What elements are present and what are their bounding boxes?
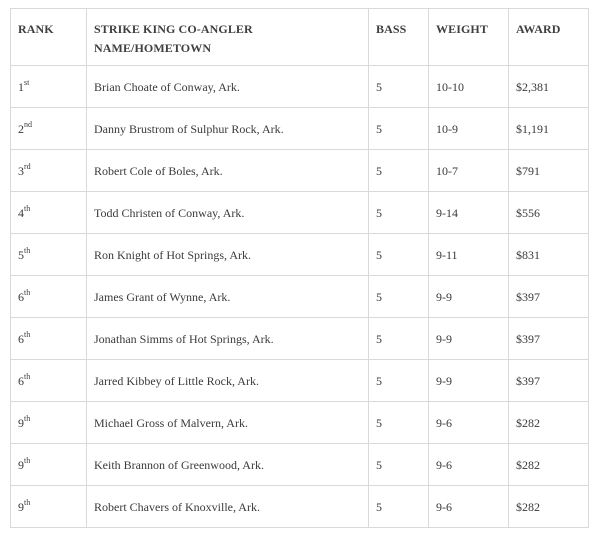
rank-cell: 5th xyxy=(11,234,87,276)
name-cell: Brian Choate of Conway, Ark. xyxy=(87,66,369,108)
weight-cell: 9-6 xyxy=(429,402,509,444)
bass-cell: 5 xyxy=(369,444,429,486)
weight-cell: 9-9 xyxy=(429,276,509,318)
award-cell: $831 xyxy=(509,234,589,276)
rank-cell: 4th xyxy=(11,192,87,234)
name-cell: Ron Knight of Hot Springs, Ark. xyxy=(87,234,369,276)
rank-cell: 9th xyxy=(11,402,87,444)
name-cell: Keith Brannon of Greenwood, Ark. xyxy=(87,444,369,486)
bass-cell: 5 xyxy=(369,150,429,192)
bass-cell: 5 xyxy=(369,318,429,360)
name-cell: Jarred Kibbey of Little Rock, Ark. xyxy=(87,360,369,402)
rank-header: RANK xyxy=(11,9,87,66)
table-row xyxy=(11,360,589,402)
name-header: STRIKE KING CO-ANGLER NAME/HOMETOWN xyxy=(87,9,369,66)
table-row xyxy=(11,192,589,234)
award-cell: $791 xyxy=(509,150,589,192)
rank-cell: 9th xyxy=(11,486,87,528)
weight-cell: 10-9 xyxy=(429,108,509,150)
bass-cell: 5 xyxy=(369,276,429,318)
weight-cell: 10-7 xyxy=(429,150,509,192)
rank-cell: 6th xyxy=(11,360,87,402)
name-cell: Jonathan Simms of Hot Springs, Ark. xyxy=(87,318,369,360)
bass-cell: 5 xyxy=(369,402,429,444)
name-cell: Michael Gross of Malvern, Ark. xyxy=(87,402,369,444)
table-row xyxy=(11,234,589,276)
award-cell: $282 xyxy=(509,486,589,528)
award-cell: $397 xyxy=(509,318,589,360)
rank-cell: 3rd xyxy=(11,150,87,192)
rank-cell: 1st xyxy=(11,66,87,108)
table-row xyxy=(11,318,589,360)
weight-cell: 9-9 xyxy=(429,360,509,402)
name-cell: Robert Cole of Boles, Ark. xyxy=(87,150,369,192)
weight-cell: 9-6 xyxy=(429,444,509,486)
bass-header: BASS xyxy=(369,9,429,66)
name-cell: Danny Brustrom of Sulphur Rock, Ark. xyxy=(87,108,369,150)
weight-cell: 10-10 xyxy=(429,66,509,108)
bass-cell: 5 xyxy=(369,108,429,150)
rank-cell: 6th xyxy=(11,318,87,360)
bass-cell: 5 xyxy=(369,360,429,402)
weight-cell: 9-6 xyxy=(429,486,509,528)
table-row xyxy=(11,108,589,150)
award-cell: $2,381 xyxy=(509,66,589,108)
rank-cell: 9th xyxy=(11,444,87,486)
name-cell: James Grant of Wynne, Ark. xyxy=(87,276,369,318)
table-row xyxy=(11,486,589,528)
award-cell: $282 xyxy=(509,444,589,486)
weight-cell: 9-9 xyxy=(429,318,509,360)
name-cell: Todd Christen of Conway, Ark. xyxy=(87,192,369,234)
bass-cell: 5 xyxy=(369,192,429,234)
weight-cell: 9-14 xyxy=(429,192,509,234)
table-row xyxy=(11,276,589,318)
results-table xyxy=(10,8,589,528)
bass-cell: 5 xyxy=(369,486,429,528)
rank-cell: 6th xyxy=(11,276,87,318)
name-cell: Robert Chavers of Knoxville, Ark. xyxy=(87,486,369,528)
weight-cell: 9-11 xyxy=(429,234,509,276)
rank-cell: 2nd xyxy=(11,108,87,150)
award-cell: $282 xyxy=(509,402,589,444)
table-row xyxy=(11,66,589,108)
header-row xyxy=(11,9,589,66)
weight-header: WEIGHT xyxy=(429,9,509,66)
award-cell: $397 xyxy=(509,360,589,402)
award-cell: $556 xyxy=(509,192,589,234)
award-cell: $1,191 xyxy=(509,108,589,150)
award-cell: $397 xyxy=(509,276,589,318)
table-row xyxy=(11,150,589,192)
table-row xyxy=(11,444,589,486)
bass-cell: 5 xyxy=(369,66,429,108)
table-row xyxy=(11,402,589,444)
award-header: AWARD xyxy=(509,9,589,66)
bass-cell: 5 xyxy=(369,234,429,276)
